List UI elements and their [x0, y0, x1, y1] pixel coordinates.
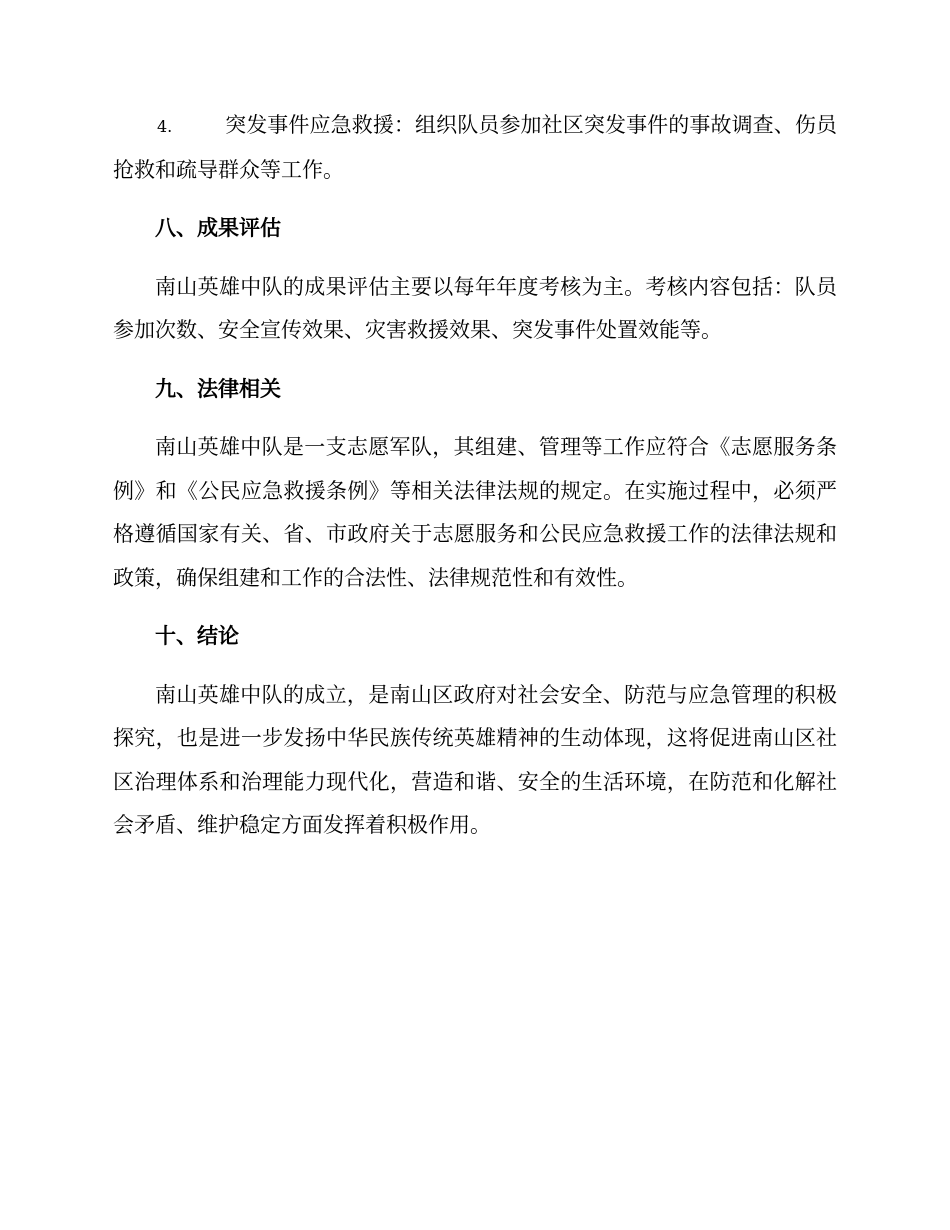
section-body-results-evaluation: 南山英雄中队的成果评估主要以每年年度考核为主。考核内容包括：队员参加次数、安全宣传效果、灾害救援效果、突发事件处置效能等。	[113, 274, 837, 342]
section-body-legal: 南山英雄中队是一支志愿军队，其组建、管理等工作应符合《志愿服务条例》和《公民应急救援条例》等相关法律法规的规定。在实施过程中，必须严格遵循国家有关、省、市政府关于志愿服务和公民应急救援工作的法律法规和政策，确保组建和工作的合法性、法律规范性和有效性。	[113, 435, 837, 590]
section-heading-results-evaluation: 八、成果评估	[155, 216, 281, 240]
list-item-4	[113, 104, 837, 192]
section-body-conclusion: 南山英雄中队的成立，是南山区政府对社会安全、防范与应急管理的积极探究，也是进一步发扬中华民族传统英雄精神的生动体现，这将促进南山区社区治理体系和治理能力现代化，营造和谐、安全的生活环境，在防范和化解社会矛盾、维护稳定方面发挥着积极作用。	[113, 682, 837, 837]
document-page	[113, 104, 837, 863]
list-item-text: 突发事件应急救援：组织队员参加社区突发事件的事故调查、伤员抢救和疏导群众等工作。	[113, 113, 837, 182]
section-heading-conclusion: 十、结论	[155, 624, 239, 648]
section-heading-legal: 九、法律相关	[155, 376, 281, 401]
list-number: 4.	[157, 117, 173, 136]
